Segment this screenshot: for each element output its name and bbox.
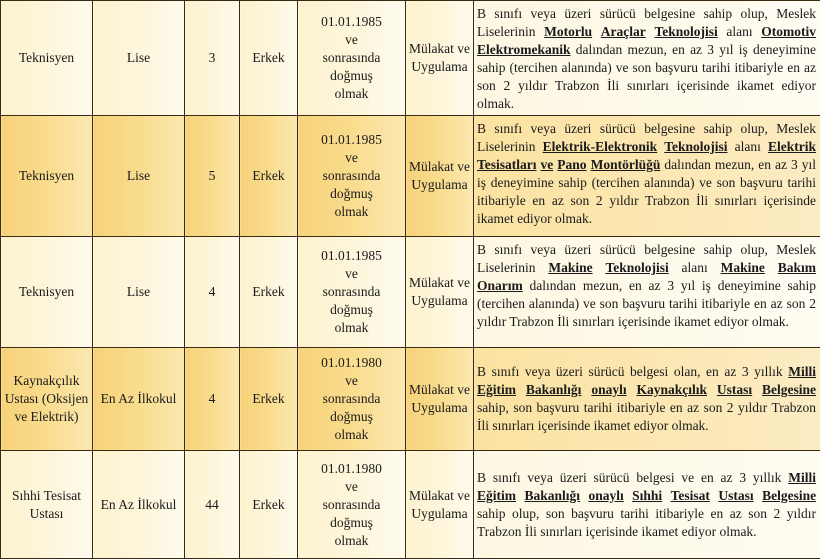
table-body xyxy=(1,1,820,559)
count-cell: 44 xyxy=(185,451,240,559)
requirement-highlight: Milli xyxy=(788,470,816,485)
birth-line: olmak xyxy=(335,533,369,548)
gender-cell: Erkek xyxy=(240,348,298,451)
education-cell: En Az İlkokul xyxy=(93,348,185,451)
requirement-highlight: Onarım xyxy=(477,278,523,293)
birth-line: ve xyxy=(345,373,358,388)
requirement-highlight: Motorlu xyxy=(544,24,592,39)
gender-cell: Erkek xyxy=(240,1,298,116)
position-cell: Teknisyen xyxy=(1,116,93,237)
requirement-highlight: Milli Eğitim xyxy=(477,364,816,397)
exam-cell: Mülakat ve Uygulama xyxy=(406,348,474,451)
birth-cell xyxy=(298,116,406,237)
birth-line: olmak xyxy=(335,427,369,442)
requirement-highlight: Bakım xyxy=(778,260,816,275)
requirement-highlight: Ustası xyxy=(717,382,752,397)
birth-line: 01.01.1985 xyxy=(321,14,382,29)
requirement-highlight: Teknolojisi xyxy=(664,139,727,154)
gender-cell: Erkek xyxy=(240,451,298,559)
birth-line: sonrasında xyxy=(323,168,381,183)
requirement-text xyxy=(516,382,526,397)
requirement-highlight: Pano xyxy=(557,157,586,172)
requirement-highlight: Araçlar xyxy=(601,24,646,39)
gender-cell: Erkek xyxy=(240,116,298,237)
birth-line: sonrasında xyxy=(323,391,381,406)
requirement-highlight: Ustası xyxy=(718,488,753,503)
table-row xyxy=(1,116,820,237)
birth-line: doğmuş xyxy=(330,68,373,83)
requirement-text xyxy=(754,488,762,503)
requirement-text xyxy=(627,382,637,397)
position-cell: Kaynakçılık Ustası (Oksijen ve Elektrik) xyxy=(1,348,93,451)
count-cell: 4 xyxy=(185,237,240,348)
requirement-text: B sınıfı veya üzeri sürücü belgesine sahip olup, Meslek Liselerinin xyxy=(477,6,816,39)
birth-line: 01.01.1980 xyxy=(321,355,382,370)
requirements-cell xyxy=(474,116,820,237)
requirement-text xyxy=(707,382,717,397)
requirement-highlight: onaylı xyxy=(591,382,626,397)
position-cell: Teknisyen xyxy=(1,1,93,116)
requirement-text xyxy=(581,382,591,397)
requirement-text: alanı xyxy=(728,139,768,154)
requirement-text: B sınıfı veya üzeri sürücü belgesi olan, en az 3 yıllık xyxy=(477,364,788,379)
table-row xyxy=(1,1,820,116)
education-cell: Lise xyxy=(93,1,185,116)
requirement-highlight: Belgesine xyxy=(762,488,816,503)
requirement-highlight: Bakanlığı xyxy=(524,488,580,503)
requirement-highlight: Kaynakçılık xyxy=(636,382,707,397)
requirement-highlight: Elektrik Tesisatları xyxy=(477,139,816,172)
requirement-text xyxy=(765,260,778,275)
birth-line: ve xyxy=(345,479,358,494)
requirements-cell xyxy=(474,451,820,559)
requirements-cell xyxy=(474,237,820,348)
requirement-text xyxy=(592,24,601,39)
requirement-text xyxy=(593,260,606,275)
requirement-highlight: Elektrik-Elektronik xyxy=(543,139,658,154)
requirement-text: alanı xyxy=(669,260,721,275)
requirement-highlight: Otomotiv Elektromekanik xyxy=(477,24,816,57)
birth-line: doğmuş xyxy=(330,515,373,530)
exam-cell: Mülakat ve Uygulama xyxy=(406,237,474,348)
table-row xyxy=(1,237,820,348)
requirement-text: B sınıfı veya üzeri sürücü belgesine sahip olup, Meslek Liselerinin xyxy=(477,121,816,154)
requirements-cell xyxy=(474,1,820,116)
birth-line: ve xyxy=(345,150,358,165)
education-cell: Lise xyxy=(93,116,185,237)
table-row xyxy=(1,348,820,451)
position-cell: Sıhhi Tesisat Ustası xyxy=(1,451,93,559)
requirement-text xyxy=(624,488,632,503)
requirement-highlight: Sıhhi xyxy=(632,488,662,503)
birth-line: ve xyxy=(345,266,358,281)
requirement-highlight: Belgesine xyxy=(762,382,816,397)
count-cell: 4 xyxy=(185,348,240,451)
position-cell: Teknisyen xyxy=(1,237,93,348)
exam-cell: Mülakat ve Uygulama xyxy=(406,451,474,559)
birth-line: doğmuş xyxy=(330,186,373,201)
requirement-text: alanı xyxy=(718,24,762,39)
birth-cell xyxy=(298,451,406,559)
requirement-text: sahip olup, son başvuru tarihi itibariyle en az son 2 yıldır Trabzon İli sınırları içerisinde ikamet ediyor olmak. xyxy=(477,506,816,539)
requirement-text xyxy=(662,488,670,503)
birth-cell xyxy=(298,1,406,116)
birth-line: sonrasında xyxy=(323,50,381,65)
birth-line: doğmuş xyxy=(330,409,373,424)
requirement-highlight: onaylı xyxy=(588,488,623,503)
requirement-text: B sınıfı veya üzeri sürücü belgesine sahip olup, Meslek Liselerinin xyxy=(477,242,816,275)
education-cell: Lise xyxy=(93,237,185,348)
requirement-highlight: Teknolojisi xyxy=(654,24,717,39)
birth-line: 01.01.1980 xyxy=(321,461,382,476)
requirement-highlight: Bakanlığı xyxy=(526,382,582,397)
exam-cell: Mülakat ve Uygulama xyxy=(406,1,474,116)
requirement-text: dalından mezun, en az 3 yıl iş deneyimine sahip (tercihen alanında) ve son başvuru tarihi itibariyle en az son 2 yıldır Trabzon İli sınırları içerisinde ikamet ediyor olmak. xyxy=(477,278,816,329)
requirement-highlight: ve xyxy=(541,157,554,172)
birth-line: doğmuş xyxy=(330,302,373,317)
birth-line: sonrasında xyxy=(323,497,381,512)
requirements-cell xyxy=(474,348,820,451)
birth-cell xyxy=(298,237,406,348)
requirement-highlight: Teknolojisi xyxy=(605,260,668,275)
birth-line: olmak xyxy=(335,86,369,101)
requirement-text: sahip, son başvuru tarihi itibariyle en az son 2 yıldır Trabzon İli sınırları içerisinde ikamet ediyor olmak. xyxy=(477,400,816,433)
requirement-highlight: Montörlüğü xyxy=(591,157,661,172)
requirement-text: dalından mezun, en az 3 yıl iş deneyimine sahip (tercihen alanında) ve son başvuru tarihi itibariyle en az son 2 yıldır Trabzon İli sınırları içerisinde ikamet ediyor olmak. xyxy=(477,42,816,111)
birth-line: olmak xyxy=(335,320,369,335)
birth-line: 01.01.1985 xyxy=(321,248,382,263)
education-cell: En Az İlkokul xyxy=(93,451,185,559)
exam-cell: Mülakat ve Uygulama xyxy=(406,116,474,237)
gender-cell: Erkek xyxy=(240,237,298,348)
birth-line: 01.01.1985 xyxy=(321,132,382,147)
count-cell: 5 xyxy=(185,116,240,237)
birth-cell xyxy=(298,348,406,451)
birth-line: sonrasında xyxy=(323,284,381,299)
requirement-highlight: Makine xyxy=(721,260,765,275)
requirement-text xyxy=(752,382,762,397)
birth-line: ve xyxy=(345,32,358,47)
requirement-text: B sınıfı veya üzeri sürücü belgesi ve en az 3 yıllık xyxy=(477,470,788,485)
requirement-highlight: Eğitim xyxy=(477,488,516,503)
requirement-highlight: Makine xyxy=(548,260,592,275)
requirement-text: dalından mezun, en az 3 yıl iş deneyimine sahip (tercihen alanında) ve son başvuru tarihi itibariyle en az son 2 yıldır Trabzon İli sınırları içerisinde ikamet ediyor olmak. xyxy=(477,157,816,226)
requirement-highlight: Tesisat xyxy=(671,488,710,503)
birth-line: olmak xyxy=(335,204,369,219)
count-cell: 3 xyxy=(185,1,240,116)
table-row xyxy=(1,451,820,559)
